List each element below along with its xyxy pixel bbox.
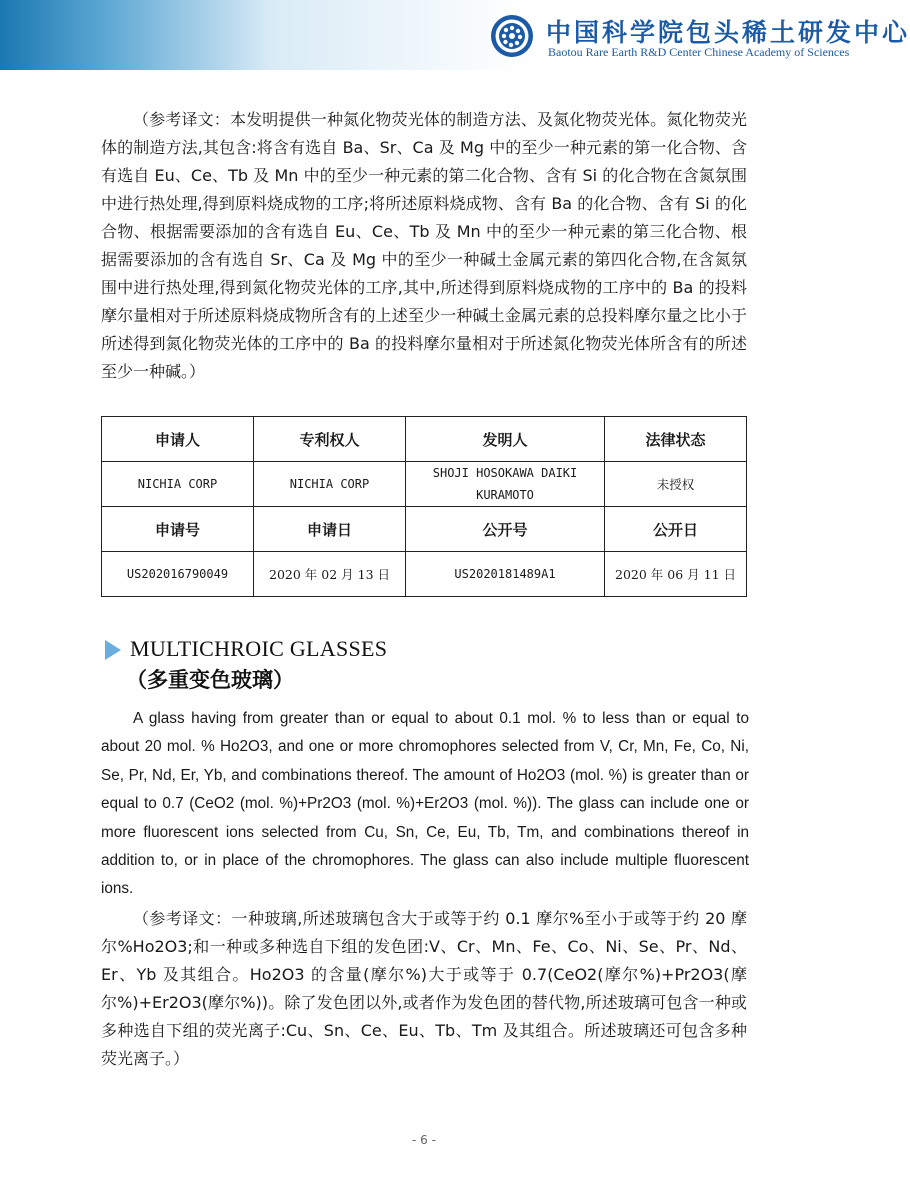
application-number-value: US202016790049 [102, 552, 254, 597]
patent1-translation: （参考译文：本发明提供一种氮化物荧光体的制造方法、及氮化物荧光体。氮化物荧光体的制造方法,其包含:将含有选自 Ba、Sr、Ca 及 Mg 中的至少一种元素的第一化合物、含有选自 Eu、Ce、Tb 及 Mn 中的至少一种元素的第二化合物、含有 Si 的化合物在含氮氛围中进行热处理,得到原料烧成物的工序;将所述原料烧成物、含有 Ba 的化合物、含有 Si 的化合物、根据需要添加的含有选自 Eu、Ce、Tb 及 Mn 中的至少一种元素的第三化合物、根据需要添加的含有选自 Sr、Ca 及 Mg 中的至少一种碱土金属元素的第四化合物,在含氮氛围中进行热处理,得到氮化物荧光体的工序,其中,所述得到原料烧成物的工序中的 Ba 的投料摩尔量相对于所述原料烧成物所含有的上述至少一种碱土金属元素的总投料摩尔量之比小于所述得到氮化物荧光体的工序中的 Ba 的投料摩尔量相对于所述氮化物荧光体所含有的所述至少一种碱。） [101, 110, 747, 381]
inventor-value [406, 462, 605, 507]
table-row [102, 462, 747, 507]
header-publication-number: 公开号 [406, 507, 605, 552]
table-header-row [102, 417, 747, 462]
patent1-info-table [101, 416, 747, 597]
section-title-en: MULTICHROIC GLASSES [130, 636, 388, 661]
page-number: - 6 - [412, 1133, 436, 1147]
section-arrow-icon [105, 640, 121, 660]
applicant-value: NICHIA CORP [102, 462, 254, 507]
legal-status-value: 未授权 [605, 462, 747, 507]
header-application-date: 申请日 [254, 507, 406, 552]
patent2-translation: （参考译文：一种玻璃,所述玻璃包含大于或等于约 0.1 摩尔%至小于或等于约 20 摩尔%Ho2O3;和一种或多种选自下组的发色团:V、Cr、Mn、Fe、Co、Ni、Se、Pr、Nd、Er、Yb 及其组合。Ho2O3 的含量(摩尔%)大于或等于 0.7(CeO2(摩尔%)+Pr2O3(摩尔%)+Er2O3(摩尔%))。除了发色团以外,或者作为发色团的替代物,所述玻璃可包含一种或多种选自下组的荧光离子:Cu、Sn、Ce、Eu、Tb、Tm 及其组合。所述玻璃还可包含多种荧光离子。） [101, 909, 747, 1068]
header-applicant: 申请人 [102, 417, 254, 462]
section-title-cn: （多重变色玻璃） [126, 668, 294, 692]
inventor-line-1: SHOJI HOSOKAWA DAIKI [432, 466, 578, 480]
publication-date-value: 2020 年 06 月 11 日 [605, 552, 747, 597]
application-date-value: 2020 年 02 月 13 日 [254, 552, 406, 597]
org-name-en: Baotou Rare Earth R&D Center Chinese Academy of Sciences [548, 45, 850, 59]
header-application-number: 申请号 [102, 507, 254, 552]
cas-emblem-icon [490, 14, 534, 58]
patentee-value: NICHIA CORP [254, 462, 406, 507]
inventor-line-2: KURAMOTO [476, 488, 534, 502]
org-name-cn: 中国科学院包头稀土研发中心 [546, 18, 910, 47]
page-header [0, 0, 910, 70]
header-inventor: 发明人 [406, 417, 605, 462]
patent2-abstract-en: A glass having from greater than or equal to about 0.1 mol. % to less than or equal to about 20 mol. % Ho2O3, and one or more chromophores selected from V, Cr, Mn, Fe, Co, Ni, Se, Pr, Nd, Er, Yb, and combinations thereof. The amount of Ho2O3 (mol. %) is greater than or equal to 0.7 (CeO2 (mol. %)+Pr2O3 (mol. %)+Er2O3 (mol. %)). The glass can include one or more fluorescent ions selected from Cu, Sn, Ce, Eu, Tb, Tm, and combinations thereof in addition to, or in place of the chromophores. The glass can also include multiple fluorescent ions. [101, 710, 749, 898]
table-header-row [102, 507, 747, 552]
table-row [102, 552, 747, 597]
header-patentee: 专利权人 [254, 417, 406, 462]
header-legal-status: 法律状态 [605, 417, 747, 462]
publication-number-value: US2020181489A1 [406, 552, 605, 597]
header-publication-date: 公开日 [605, 507, 747, 552]
